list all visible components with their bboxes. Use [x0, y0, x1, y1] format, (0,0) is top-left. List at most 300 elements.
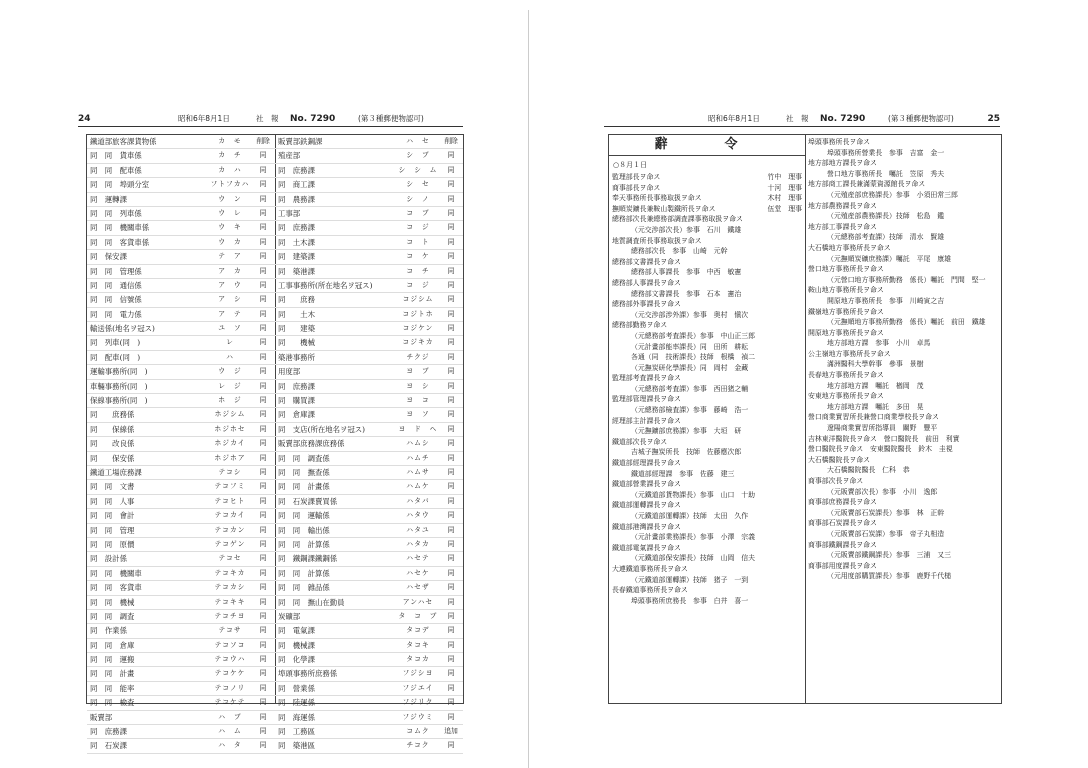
appointment-text: （元計畫部業務課長）参事 小澤 宗義 — [631, 533, 756, 542]
appointment-text: （元總務部考査課長）参事 中山正三郎 — [631, 331, 756, 340]
unit-name: 同 築港區 — [278, 741, 315, 751]
status-note: 同 — [447, 525, 455, 534]
table-row — [87, 193, 275, 207]
left-page-header — [78, 112, 463, 127]
status-note: 同 — [259, 439, 267, 448]
table-row — [87, 581, 275, 595]
appointment-text: 總務部文書課長 参事 石本 憲治 — [631, 289, 742, 298]
appointee-name: 竹中 理事 — [767, 173, 802, 181]
unit-name: 同 築港課 — [278, 266, 315, 276]
telegraph-code: ア シ — [218, 295, 242, 304]
telegraph-code: フトフカハ — [210, 180, 250, 189]
appointee-line — [805, 190, 1001, 201]
table-row — [275, 164, 463, 178]
unit-name: 同 同 檢査 — [90, 698, 135, 708]
appointment-text: （元鐵道部運轉課）技師 猪子 一到 — [631, 575, 749, 584]
table-row — [275, 308, 463, 322]
status-note: 同 — [447, 655, 455, 664]
table-row — [87, 653, 275, 667]
appointment-line — [609, 299, 805, 310]
appointee-line — [805, 487, 1001, 498]
table-row — [275, 739, 463, 753]
appointment-text: 埠頭事務所營業長 参事 吉富 金一 — [827, 148, 945, 157]
unit-name: 同 同 計畫係 — [278, 482, 330, 492]
telegraph-code: フジウミ — [402, 712, 434, 721]
status-note: 同 — [259, 467, 267, 476]
unit-name: 同 海運係 — [278, 712, 315, 722]
status-note: 削除 — [444, 137, 458, 145]
telegraph-code: テコカシ — [214, 583, 246, 592]
unit-name: 同 同 計算係 — [278, 539, 330, 549]
telegraph-code: ハタカ — [406, 539, 430, 548]
appointment-text: 總務部文書課長ヲ命ス — [612, 257, 681, 266]
appointee-line — [609, 331, 805, 342]
appointment-text: 遼陽商業實習所指導員 關野 豐平 — [827, 424, 938, 433]
appointment-text: （元撫順地方事務所勤務 係長）囑託 前田 鐵雄 — [827, 318, 986, 327]
table-row — [87, 293, 275, 307]
unit-name: 同 同 原價 — [90, 539, 135, 549]
unit-name: 鐵道工場庶務課 — [90, 467, 142, 477]
table-row — [275, 552, 463, 566]
appointee-line — [805, 232, 1001, 243]
table-row — [87, 437, 275, 451]
status-note: 同 — [447, 467, 455, 476]
status-note: 同 — [259, 655, 267, 664]
telegraph-code: ア ウ — [218, 280, 242, 289]
appointee-line — [805, 254, 1001, 265]
status-note: 同 — [447, 223, 455, 232]
right-page — [604, 112, 1000, 712]
appointment-line — [805, 455, 1001, 466]
telegraph-code: カ モ — [218, 137, 242, 145]
telegraph-code: チクジ — [406, 352, 430, 361]
appointment-text: （元販賣部鐵鋼課長）参事 三浦 又三 — [827, 551, 952, 560]
appointment-line — [805, 518, 1001, 529]
appointee-line — [805, 529, 1001, 540]
appointee-line — [609, 447, 805, 458]
appointment-line — [609, 522, 805, 533]
appointment-text: 埠頭事務所長ヲ命ス — [808, 138, 871, 146]
unit-name: 同 倉庫課 — [278, 410, 315, 420]
appointment-text: （元計畫部能率課長）同 田所 耕耘 — [631, 342, 749, 351]
unit-name: 同 化學課 — [278, 655, 315, 665]
unit-name: 輸送係(地名ヲ冠ス) — [90, 324, 155, 334]
unit-name: 同 同 撫山在勤員 — [278, 597, 345, 607]
appointment-text: 大石橋地方事務所長ヲ命ス — [808, 243, 891, 252]
telegraph-code: ホ ジ — [218, 396, 242, 405]
appointment-line — [609, 320, 805, 331]
appointment-text: （元營口地方事務所勤務 係長）囑託 門間 堅一 — [827, 275, 986, 284]
status-note: 同 — [259, 208, 267, 217]
telegraph-code: コ チ — [406, 266, 430, 275]
table-row — [275, 581, 463, 595]
unit-name: 販賣部鉄鋼課 — [278, 137, 323, 146]
status-note: 同 — [447, 611, 455, 620]
telegraph-code: シ ブ — [406, 151, 430, 160]
appointment-text: 滿洲醫科大學幹事 參事 景樹 — [827, 360, 924, 369]
table-row — [87, 164, 275, 178]
appointee-name: 木村 理事 — [767, 194, 802, 203]
table-row — [275, 509, 463, 523]
status-note: 同 — [259, 252, 267, 261]
appointee-line — [609, 363, 805, 374]
appointment-line — [609, 437, 805, 448]
appointment-text: 各通（同 技術課長）技師 根橋 禎二 — [631, 353, 756, 362]
status-note: 同 — [447, 683, 455, 692]
table-row — [275, 207, 463, 221]
appointment-line — [805, 222, 1001, 233]
appointment-text: 商事部長ヲ命ス — [612, 183, 661, 192]
unit-name: 鐵道部旅客課貨物係 — [90, 137, 157, 146]
unit-name: 販賣部 — [90, 712, 113, 722]
status-note: 同 — [259, 367, 267, 376]
page-number: 24 — [78, 114, 91, 124]
appointment-text: 奉天事務所長事務取扱ヲ命ス — [612, 194, 702, 203]
appointment-text: 鞍山地方事務所長ヲ命ス — [808, 286, 884, 295]
table-row — [275, 653, 463, 667]
unit-name: 工事事務所(所在地名ヲ冠ス) — [278, 280, 373, 290]
table-row — [87, 480, 275, 494]
appointment-line — [609, 204, 805, 215]
appointment-line — [805, 412, 1001, 423]
telegraph-code: ハ ム — [218, 727, 242, 736]
appointee-line — [805, 211, 1001, 222]
status-note: 同 — [259, 525, 267, 534]
appointment-text: 大連鐵道事務所長ヲ命ス — [612, 564, 688, 573]
appointment-text: （元鐵道部保安課長）技師 山岡 信夫 — [631, 554, 756, 563]
appointment-line — [609, 278, 805, 289]
unit-name: 用度部 — [278, 367, 301, 377]
table-row — [87, 466, 275, 480]
status-note: 同 — [259, 669, 267, 678]
status-note: 同 — [259, 683, 267, 692]
telegraph-code: シ ノ — [406, 194, 430, 203]
telegraph-code: シ シ ム — [398, 165, 438, 174]
header-date: 昭和6年8月1日 — [708, 114, 760, 123]
book-gutter — [528, 10, 529, 768]
table-row — [87, 207, 275, 221]
appointee-line — [609, 310, 805, 321]
telegraph-code: ヨ ド ヘ — [398, 424, 438, 433]
telegraph-code: ア カ — [218, 266, 242, 275]
appointee-line — [609, 405, 805, 416]
unit-name: 同 同 管理係 — [90, 266, 142, 276]
status-note: 同 — [259, 496, 267, 505]
unit-name: 同 改良係 — [90, 439, 135, 449]
unit-name: 築港事務所 — [278, 352, 315, 362]
status-note: 同 — [447, 381, 455, 390]
status-note: 同 — [259, 352, 267, 361]
status-note: 同 — [259, 453, 267, 462]
appointee-line — [609, 490, 805, 501]
telegraph-code: ウ カ — [218, 237, 242, 246]
telegraph-code: テコキカ — [214, 568, 246, 577]
table-row — [87, 336, 275, 350]
unit-name: 同 同 貨車係 — [90, 151, 142, 161]
status-note: 同 — [259, 324, 267, 333]
table-row — [87, 351, 275, 365]
appointment-line — [805, 497, 1001, 508]
appointment-text: （元鐵道部運轉課）技師 太田 久作 — [631, 512, 749, 520]
telegraph-code: フジシヨ — [402, 669, 434, 678]
appointment-line — [609, 214, 805, 225]
status-note: 同 — [259, 727, 267, 736]
table-row — [87, 408, 275, 422]
status-note: 同 — [259, 151, 267, 160]
appointment-line — [805, 201, 1001, 212]
telegraph-code: ウ ジ — [218, 367, 242, 376]
unit-name: 同 土木 — [278, 309, 315, 319]
appointment-text: （元總務部考査課）参事 西田猪之輔 — [631, 384, 749, 393]
appointee-line — [805, 275, 1001, 286]
table-row — [275, 567, 463, 581]
table-row — [275, 322, 463, 336]
table-row — [87, 322, 275, 336]
status-note: 同 — [447, 396, 455, 405]
telegraph-code: コムク — [406, 727, 430, 736]
table-row — [87, 667, 275, 681]
telegraph-code: テコチヨ — [214, 611, 246, 620]
appointment-line — [805, 349, 1001, 360]
telegraph-code: フジリク — [402, 698, 434, 707]
telegraph-code: ハ — [226, 352, 234, 361]
header-license: (第３種郵便物認可) — [358, 114, 424, 123]
appointee-line — [609, 225, 805, 236]
table-row — [87, 495, 275, 509]
telegraph-code: ハムケ — [406, 482, 430, 491]
unit-name: 保線事務所(同 ) — [90, 396, 148, 406]
status-note: 同 — [447, 180, 455, 189]
table-row — [87, 639, 275, 653]
table-row — [87, 552, 275, 566]
telegraph-code: ハムシ — [406, 439, 430, 448]
appointment-text: 商事部鐵鋼課長ヲ命ス — [808, 540, 877, 549]
appointment-text: （元殖産部農務課長）技師 松島 鑑 — [827, 212, 945, 221]
status-note: 同 — [447, 352, 455, 361]
header-gazette: 社 報 — [256, 114, 279, 123]
table-row — [275, 193, 463, 207]
appointment-line — [805, 540, 1001, 551]
unit-name: 同 運轉課 — [90, 194, 127, 204]
appointee-line — [805, 423, 1001, 434]
appointment-text: （元交渉部次長）参事 石川 鐵雄 — [631, 225, 742, 234]
unit-name: 同 同 列車係 — [90, 208, 142, 218]
telegraph-code: テコウハ — [214, 655, 246, 664]
status-note: 同 — [447, 252, 455, 261]
appointment-line — [805, 179, 1001, 190]
unit-name: 同 同 計算係 — [278, 568, 330, 578]
appointment-text: 地方部農務課長ヲ命ス — [808, 201, 877, 210]
telegraph-code: ヨ ブ — [406, 367, 430, 376]
appointee-line — [805, 317, 1001, 328]
appointment-text: 鐵道部經理課 参事 佐藤 建三 — [631, 469, 735, 478]
appointment-text: 撫順炭鑛長兼鞍山製鐵所長ヲ命ス — [612, 204, 716, 213]
telegraph-code: フジエイ — [402, 683, 434, 692]
telegraph-code: コジシム — [402, 295, 434, 304]
unit-name: 同 同 配車係 — [90, 165, 142, 175]
unit-name: 同 保安係 — [90, 453, 135, 463]
appointment-line — [609, 564, 805, 575]
table-row — [87, 365, 275, 379]
appointment-text: 鐵道部營業課長ヲ命ス — [612, 480, 681, 489]
unit-name: 同 同 信號係 — [90, 295, 142, 305]
status-note: 同 — [447, 194, 455, 203]
table-column-left — [87, 135, 276, 751]
appointment-text: 營口地方事務所長 囑託 笠原 秀夫 — [827, 169, 945, 178]
status-note: 同 — [447, 367, 455, 376]
unit-name: 車輛事務所(同 ) — [90, 381, 148, 391]
table-row — [275, 437, 463, 451]
appointment-text: 安東地方事務所長ヲ命ス — [808, 392, 884, 401]
appointee-line — [609, 596, 805, 607]
appointment-text: 經理部主計課長ヲ命ス — [612, 416, 681, 425]
header-date: 昭和6年8月1日 — [178, 114, 230, 123]
status-note: 同 — [447, 237, 455, 246]
appointment-text: 地方部地方課長ヲ命ス — [808, 159, 877, 168]
appointee-line — [805, 381, 1001, 392]
appointment-line — [609, 394, 805, 405]
status-note: 削除 — [256, 137, 270, 145]
telegraph-code: コジケン — [402, 324, 434, 333]
unit-name: 同 建築課 — [278, 252, 315, 262]
appointment-text: （元殖産部庶務課長）参事 小須田常三郎 — [827, 190, 958, 199]
table-row — [87, 380, 275, 394]
table-row — [87, 452, 275, 466]
appointment-line — [609, 585, 805, 596]
appointment-text: （元販賣部石炭課）参事 帝子丸相造 — [827, 529, 945, 538]
telegraph-code: コジキカ — [402, 338, 434, 347]
telegraph-code: コ ジ — [406, 280, 430, 289]
table-row — [275, 408, 463, 422]
status-note: 同 — [447, 295, 455, 304]
telegraph-code: レ ジ — [218, 381, 242, 390]
appointee-line — [609, 384, 805, 395]
table-row — [275, 293, 463, 307]
appointment-line — [805, 285, 1001, 296]
table-row — [275, 682, 463, 696]
status-note: 同 — [447, 539, 455, 548]
appointment-line — [609, 183, 805, 194]
appointment-text: 地方部地方課 参事 小川 卓馬 — [827, 339, 931, 348]
telegraph-code: カ ハ — [218, 165, 242, 174]
appointee-line — [609, 289, 805, 300]
appointee-line — [805, 571, 1001, 582]
telegraph-code: テコヒト — [214, 496, 246, 505]
appointment-text: （元撫順炭礦庶務課）囑託 平尾 康雄 — [827, 254, 952, 263]
telegraph-code: テコカイ — [214, 511, 246, 520]
telegraph-code: ウ キ — [218, 223, 242, 232]
appointment-text: 監理部長ヲ命ス — [612, 173, 661, 181]
appointment-text: （元總務部考査課）技師 清水 賢雄 — [827, 233, 945, 242]
telegraph-code: テコシ — [218, 467, 242, 476]
appointee-line — [805, 402, 1001, 413]
appointment-text: （元撫鑛部庶務課）参事 大垣 研 — [631, 427, 742, 436]
appointment-text: 鐵道部次長ヲ命ス — [612, 437, 668, 446]
unit-name: 同 同 通信係 — [90, 280, 142, 290]
unit-name: 同 保安課 — [90, 252, 127, 262]
telegraph-code: タコデ — [406, 626, 430, 635]
unit-name: 同 同 埠頭分室 — [90, 180, 150, 190]
unit-name: 同 支店(所在地名ヲ冠ス) — [278, 424, 366, 434]
unit-name: 同 同 運搬 — [90, 655, 135, 665]
header-issue: No. 7290 — [290, 114, 336, 124]
telegraph-code: ホジホセ — [214, 424, 246, 433]
status-note: 同 — [259, 698, 267, 707]
appointee-line — [805, 148, 1001, 159]
appointee-line — [609, 342, 805, 353]
unit-name: 同 同 管理 — [90, 525, 135, 535]
table-row — [87, 308, 275, 322]
table-row — [87, 394, 275, 408]
telegraph-code: テ ア — [218, 252, 242, 261]
appointment-text: 營口地方事務所長ヲ命ス — [808, 265, 884, 274]
telegraph-code: チコク — [406, 741, 430, 750]
status-note: 同 — [447, 597, 455, 606]
unit-name: 殖産部 — [278, 151, 301, 161]
unit-name: 同 庶務課 — [278, 381, 315, 391]
unit-name: 同 同 雜品係 — [278, 583, 330, 593]
unit-name: 同 同 倉庫 — [90, 640, 135, 650]
appointment-text: 地方部工事課長ヲ命ス — [808, 222, 877, 231]
unit-name: 同 作業係 — [90, 626, 127, 636]
appointment-line — [805, 328, 1001, 339]
appointment-text: 商事部庶務課長ヲ命ス — [808, 498, 877, 507]
telegraph-code: ハ セ — [406, 137, 430, 145]
unit-name: 同 同 客貨車係 — [90, 237, 150, 247]
appointment-line — [609, 500, 805, 511]
unit-name: 同 機械 — [278, 338, 315, 348]
status-note: 同 — [259, 295, 267, 304]
table-row — [275, 524, 463, 538]
table-row — [87, 265, 275, 279]
table-row — [275, 365, 463, 379]
appointee-line — [609, 352, 805, 363]
table-row — [87, 567, 275, 581]
table-row — [275, 667, 463, 681]
appointment-text: 鐵道部經理課長ヲ命ス — [612, 459, 681, 468]
unit-name: 運輸事務所(同 ) — [90, 367, 148, 377]
page-number: 25 — [987, 114, 1000, 124]
appointment-line — [805, 158, 1001, 169]
table-row — [87, 711, 275, 725]
appointment-text: 吉林東洋醫院長ヲ命ス 營口醫院長 前田 利實 — [808, 434, 960, 443]
unit-name: 同 配車(同 ) — [90, 352, 141, 362]
table-row — [275, 480, 463, 494]
unit-name: 炭礦部 — [278, 611, 301, 621]
table-row — [275, 711, 463, 725]
status-note: 同 — [259, 410, 267, 419]
status-note: 同 — [447, 554, 455, 563]
table-row — [275, 452, 463, 466]
appointment-line — [805, 137, 1001, 148]
header-issue: No. 7290 — [820, 114, 866, 124]
table-row — [275, 250, 463, 264]
unit-name: 同 土木課 — [278, 237, 315, 247]
appointee-line — [805, 550, 1001, 561]
status-note: 同 — [259, 511, 267, 520]
status-note: 同 — [447, 568, 455, 577]
status-note: 同 — [259, 237, 267, 246]
table-row — [87, 596, 275, 610]
telegraph-code: ホジホア — [214, 453, 246, 462]
unit-name: 同 列車(同 ) — [90, 338, 141, 348]
table-row — [275, 351, 463, 365]
appointment-line — [805, 307, 1001, 318]
appointee-line — [609, 553, 805, 564]
appointment-text: （元販賣部石炭課長）参事 林 正幹 — [827, 508, 945, 517]
unit-name: 埠頭事務所庶務係 — [278, 669, 338, 679]
table-row — [87, 279, 275, 293]
